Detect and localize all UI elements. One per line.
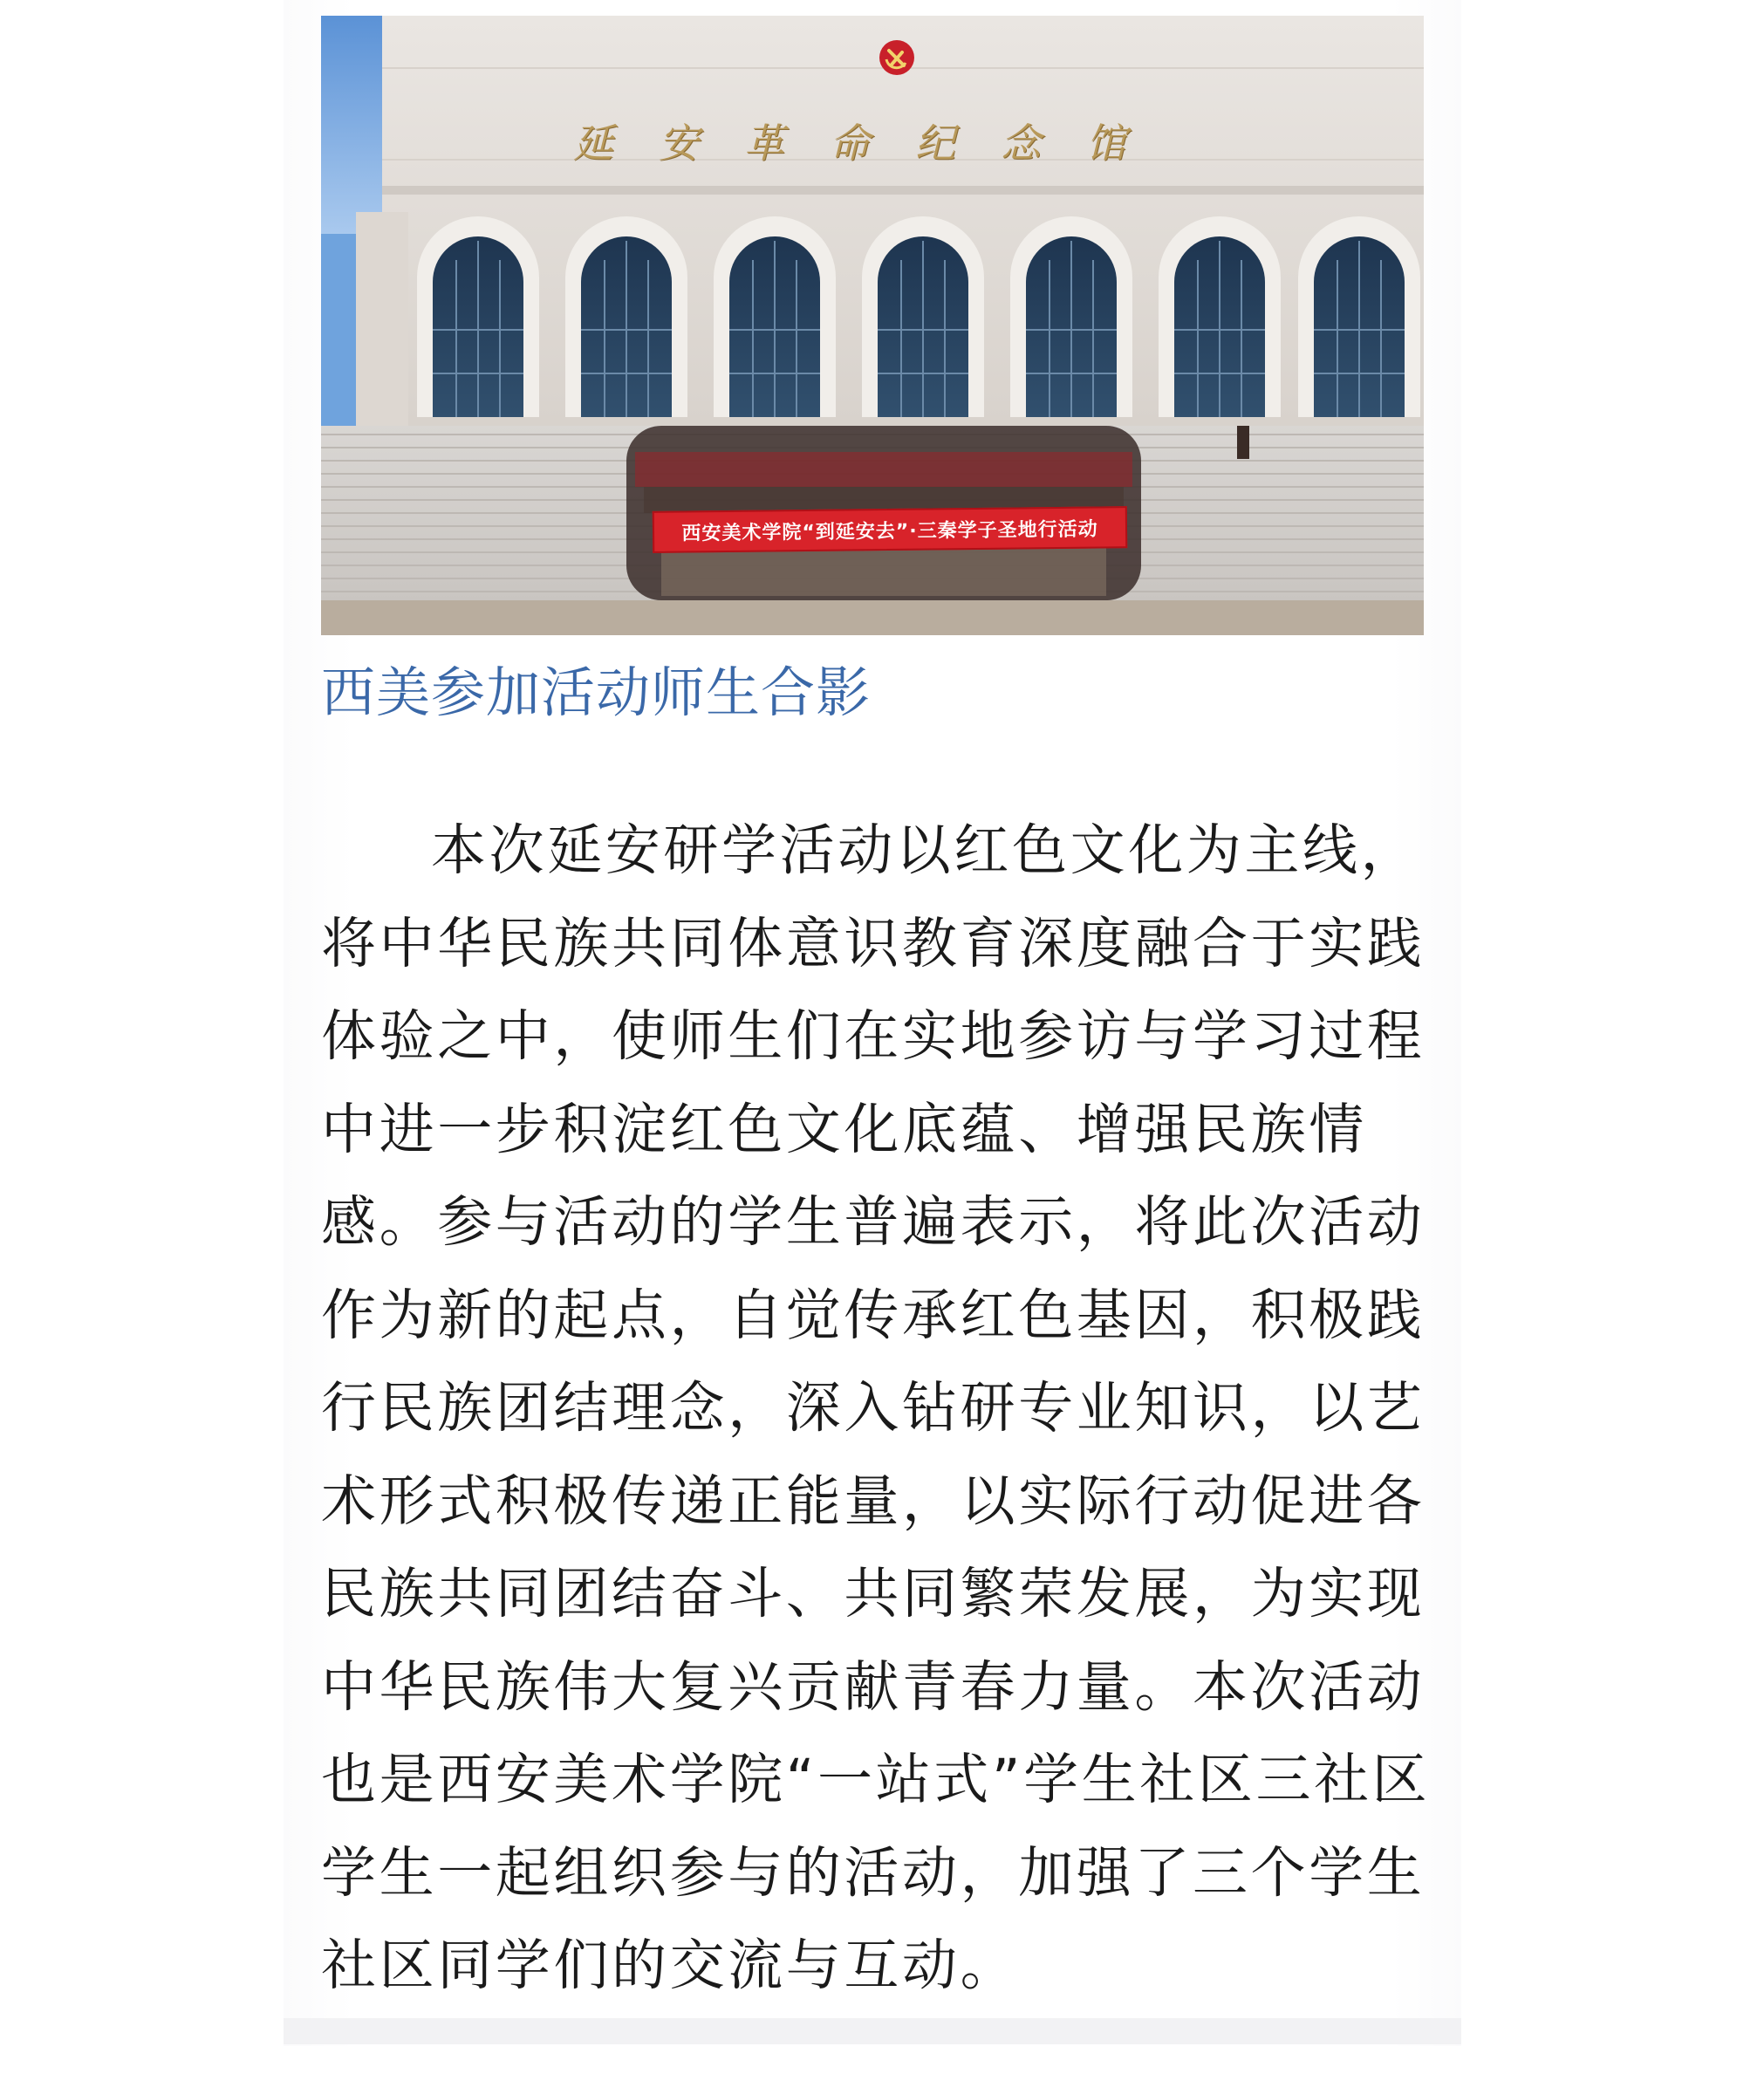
- article-paragraph: [321, 804, 1431, 2013]
- group-photo: [321, 16, 1424, 635]
- paragraph-line: 感。参与活动的学生普遍表示，将此次活动: [321, 1190, 1426, 1254]
- paragraph-line: 体验之中，使师生们在实地参访与学习过程: [321, 1004, 1426, 1068]
- paragraph-line: 学生一起组织参与的活动，加强了三个学生: [321, 1840, 1426, 1905]
- hammer-sickle-icon: [879, 40, 914, 75]
- facade-sign: 延安革命纪念馆: [573, 120, 1172, 167]
- paragraph-line: 中进一步积淀红色文化底蕴、增强民族情: [321, 1097, 1367, 1161]
- paragraph-line: 社区同学们的交流与互动。: [321, 1934, 1019, 1997]
- paragraph-line: 本次延安研学活动以红色文化为主线，: [431, 818, 1419, 882]
- paragraph-line: 术形式积极传递正能量，以实际行动促进各: [321, 1468, 1426, 1533]
- photo-caption: 西美参加活动师生合影: [321, 661, 872, 724]
- paragraph-line: 将中华民族共同体意识教育深度融合于实践: [321, 911, 1426, 975]
- paragraph-line: 中华民族伟大复兴贡献青春力量。本次活动: [321, 1654, 1426, 1719]
- banner-text: 西安美术学院“到延安去”·三秦学子圣地行活动: [681, 518, 1098, 544]
- red-banner: [653, 506, 1127, 553]
- paragraph-line: 行民族团结理念，深入钻研专业知识，以艺: [321, 1376, 1426, 1440]
- paragraph-line: 民族共同团结奋斗、共同繁荣发展，为实现: [321, 1562, 1426, 1626]
- paragraph-line: 也是西安美术学院“一站式”学生社区三社区: [321, 1748, 1431, 1811]
- paragraph-line: 作为新的起点，自觉传承红色基因，积极践: [321, 1283, 1426, 1347]
- plaza: [321, 600, 1424, 635]
- bottom-divider-bar: [284, 2018, 1461, 2044]
- person: [1237, 426, 1249, 459]
